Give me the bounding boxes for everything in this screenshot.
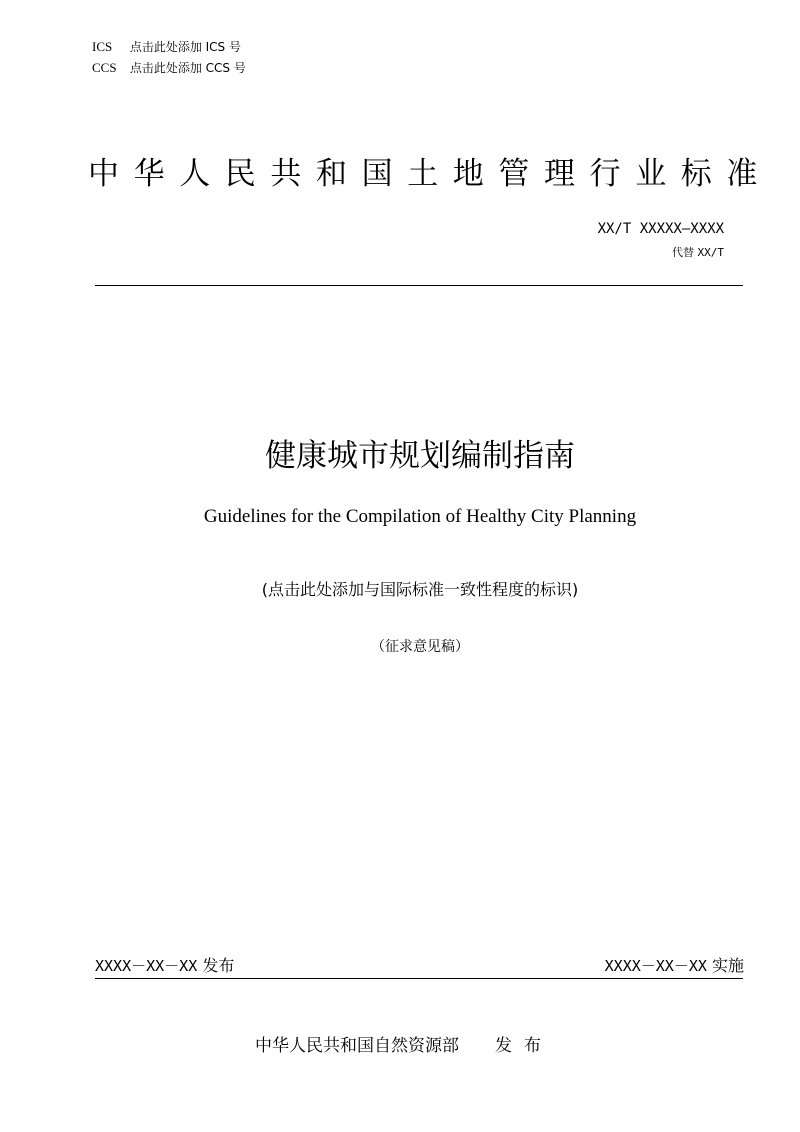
issuer-name: 中华人民共和国自然资源部 <box>255 1036 459 1056</box>
consistency-note[interactable]: (点击此处添加与国际标准一致性程度的标识) <box>261 580 579 599</box>
implement-date-line <box>605 955 744 977</box>
ccs-placeholder[interactable]: 点击此处添加 CCS 号 <box>129 61 246 75</box>
release-date-line <box>95 955 234 977</box>
replaces-code: XX/T <box>697 246 724 259</box>
release-label: 发布 <box>202 956 235 975</box>
implement-label: 实施 <box>711 956 744 975</box>
implement-date: XXXX－XX－XX <box>604 957 707 975</box>
document-title-chinese: 健康城市规划编制指南 <box>265 438 575 474</box>
replaces-label: 代替 <box>672 246 694 259</box>
ics-line <box>92 40 241 54</box>
ics-code: ICS <box>92 39 113 54</box>
standard-category-title: 中华人民共和国土地管理行业标准 <box>88 156 772 192</box>
document-title-english: Guidelines for the Compilation of Healthy City Planning <box>203 506 637 527</box>
release-date: XXXX－XX－XX <box>95 957 198 975</box>
issuer-line <box>255 1034 553 1058</box>
top-divider <box>95 285 743 286</box>
ccs-code: CCS <box>92 60 117 75</box>
standard-number: XX/T XXXXX—XXXX <box>597 221 724 237</box>
ics-placeholder[interactable]: 点击此处添加 ICS 号 <box>129 40 241 54</box>
issuer-action: 发布 <box>495 1036 553 1056</box>
ccs-line <box>92 61 246 75</box>
replaces-line <box>672 246 724 260</box>
draft-status: （征求意见稿） <box>371 639 469 655</box>
bottom-divider <box>95 978 743 979</box>
